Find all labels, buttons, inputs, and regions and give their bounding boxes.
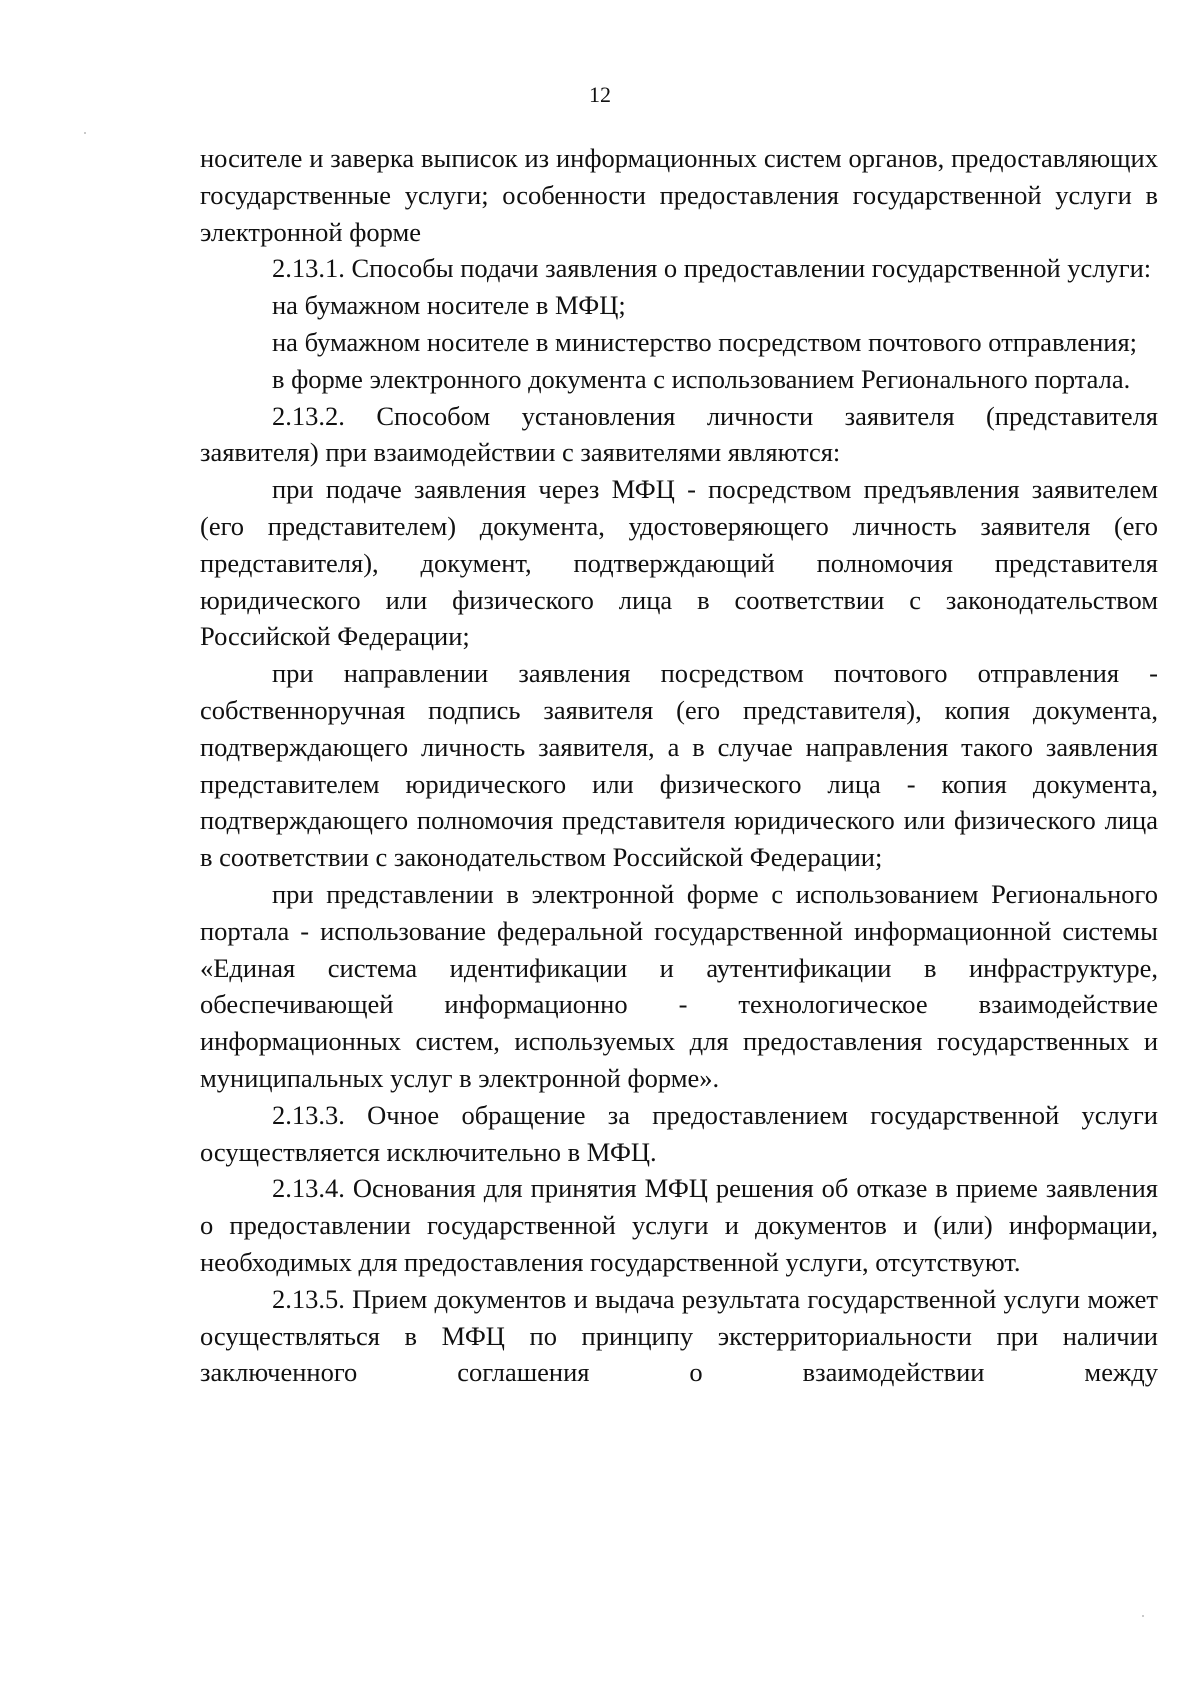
page-number: 12	[589, 82, 611, 107]
document-body	[200, 140, 1158, 1391]
paragraph-2-13-2: 2.13.2. Способом установления личности заявителя (представителя заявителя) при взаимодействии с заявителями являются:	[200, 400, 1158, 468]
paragraph-2-13-5: 2.13.5. Прием документов и выдача результата государственной услуги может осуществляться в МФЦ по принципу экстерриториальности при наличии заключенного соглашения о взаимодействии между	[200, 1283, 1158, 1388]
scan-speck	[84, 132, 86, 134]
paragraph-electronic-identification: при представлении в электронной форме с использованием Регионального портала - использование федеральной государственной информационной системы «Единая система идентификации и аутентификации в инфраструктуре, обеспечивающей информационно - технологическое взаимодействие информационных систем, используемых для предоставления государственных и муниципальных услуг в электронной форме».	[200, 878, 1158, 1093]
scan-speck	[1142, 1615, 1144, 1617]
paragraph-mfc-identification: при подаче заявления через МФЦ - посредством предъявления заявителем (его представителем) документа, удостоверяющего личность заявителя (его представителя), документ, подтверждающий полномочия представителя юридического или физического лица в соответствии с законодательством Российской Федерации;	[200, 474, 1158, 652]
paragraph-continuation: носителе и заверка выписок из информационных систем органов, предоставляющих государственные услуги; особенности предоставления государственной услуги в электронной форме	[200, 143, 1158, 247]
paragraph-paper-ministry: на бумажном носителе в министерство посредством почтового отправления;	[272, 326, 1138, 357]
paragraph-2-13-3: 2.13.3. Очное обращение за предоставлением государственной услуги осуществляется исключительно в МФЦ.	[200, 1099, 1158, 1167]
paragraph-2-13-4: 2.13.4. Основания для принятия МФЦ решения об отказе в приеме заявления о предоставлении государственной услуги и документов и (или) информации, необходимых для предоставления государственной услуги, отсутствуют.	[200, 1173, 1158, 1277]
paragraph-paper-mfc: на бумажном носителе в МФЦ;	[272, 290, 626, 321]
paragraph-postal-identification: при направлении заявления посредством почтового отправления - собственноручная подпись заявителя (его представителя), копия документа, подтверждающего личность заявителя, а в случае направления такого заявления представителем юридического или физического лица - копия документа, подтверждающего полномочия представителя юридического или физического лица в соответствии с законодательством Российской Федерации;	[200, 658, 1158, 873]
paragraph-electronic-document: в форме электронного документа с использованием Регионального портала.	[272, 363, 1131, 394]
paragraph-2-13-1: 2.13.1. Способы подачи заявления о предоставлении государственной услуги:	[272, 253, 1152, 284]
